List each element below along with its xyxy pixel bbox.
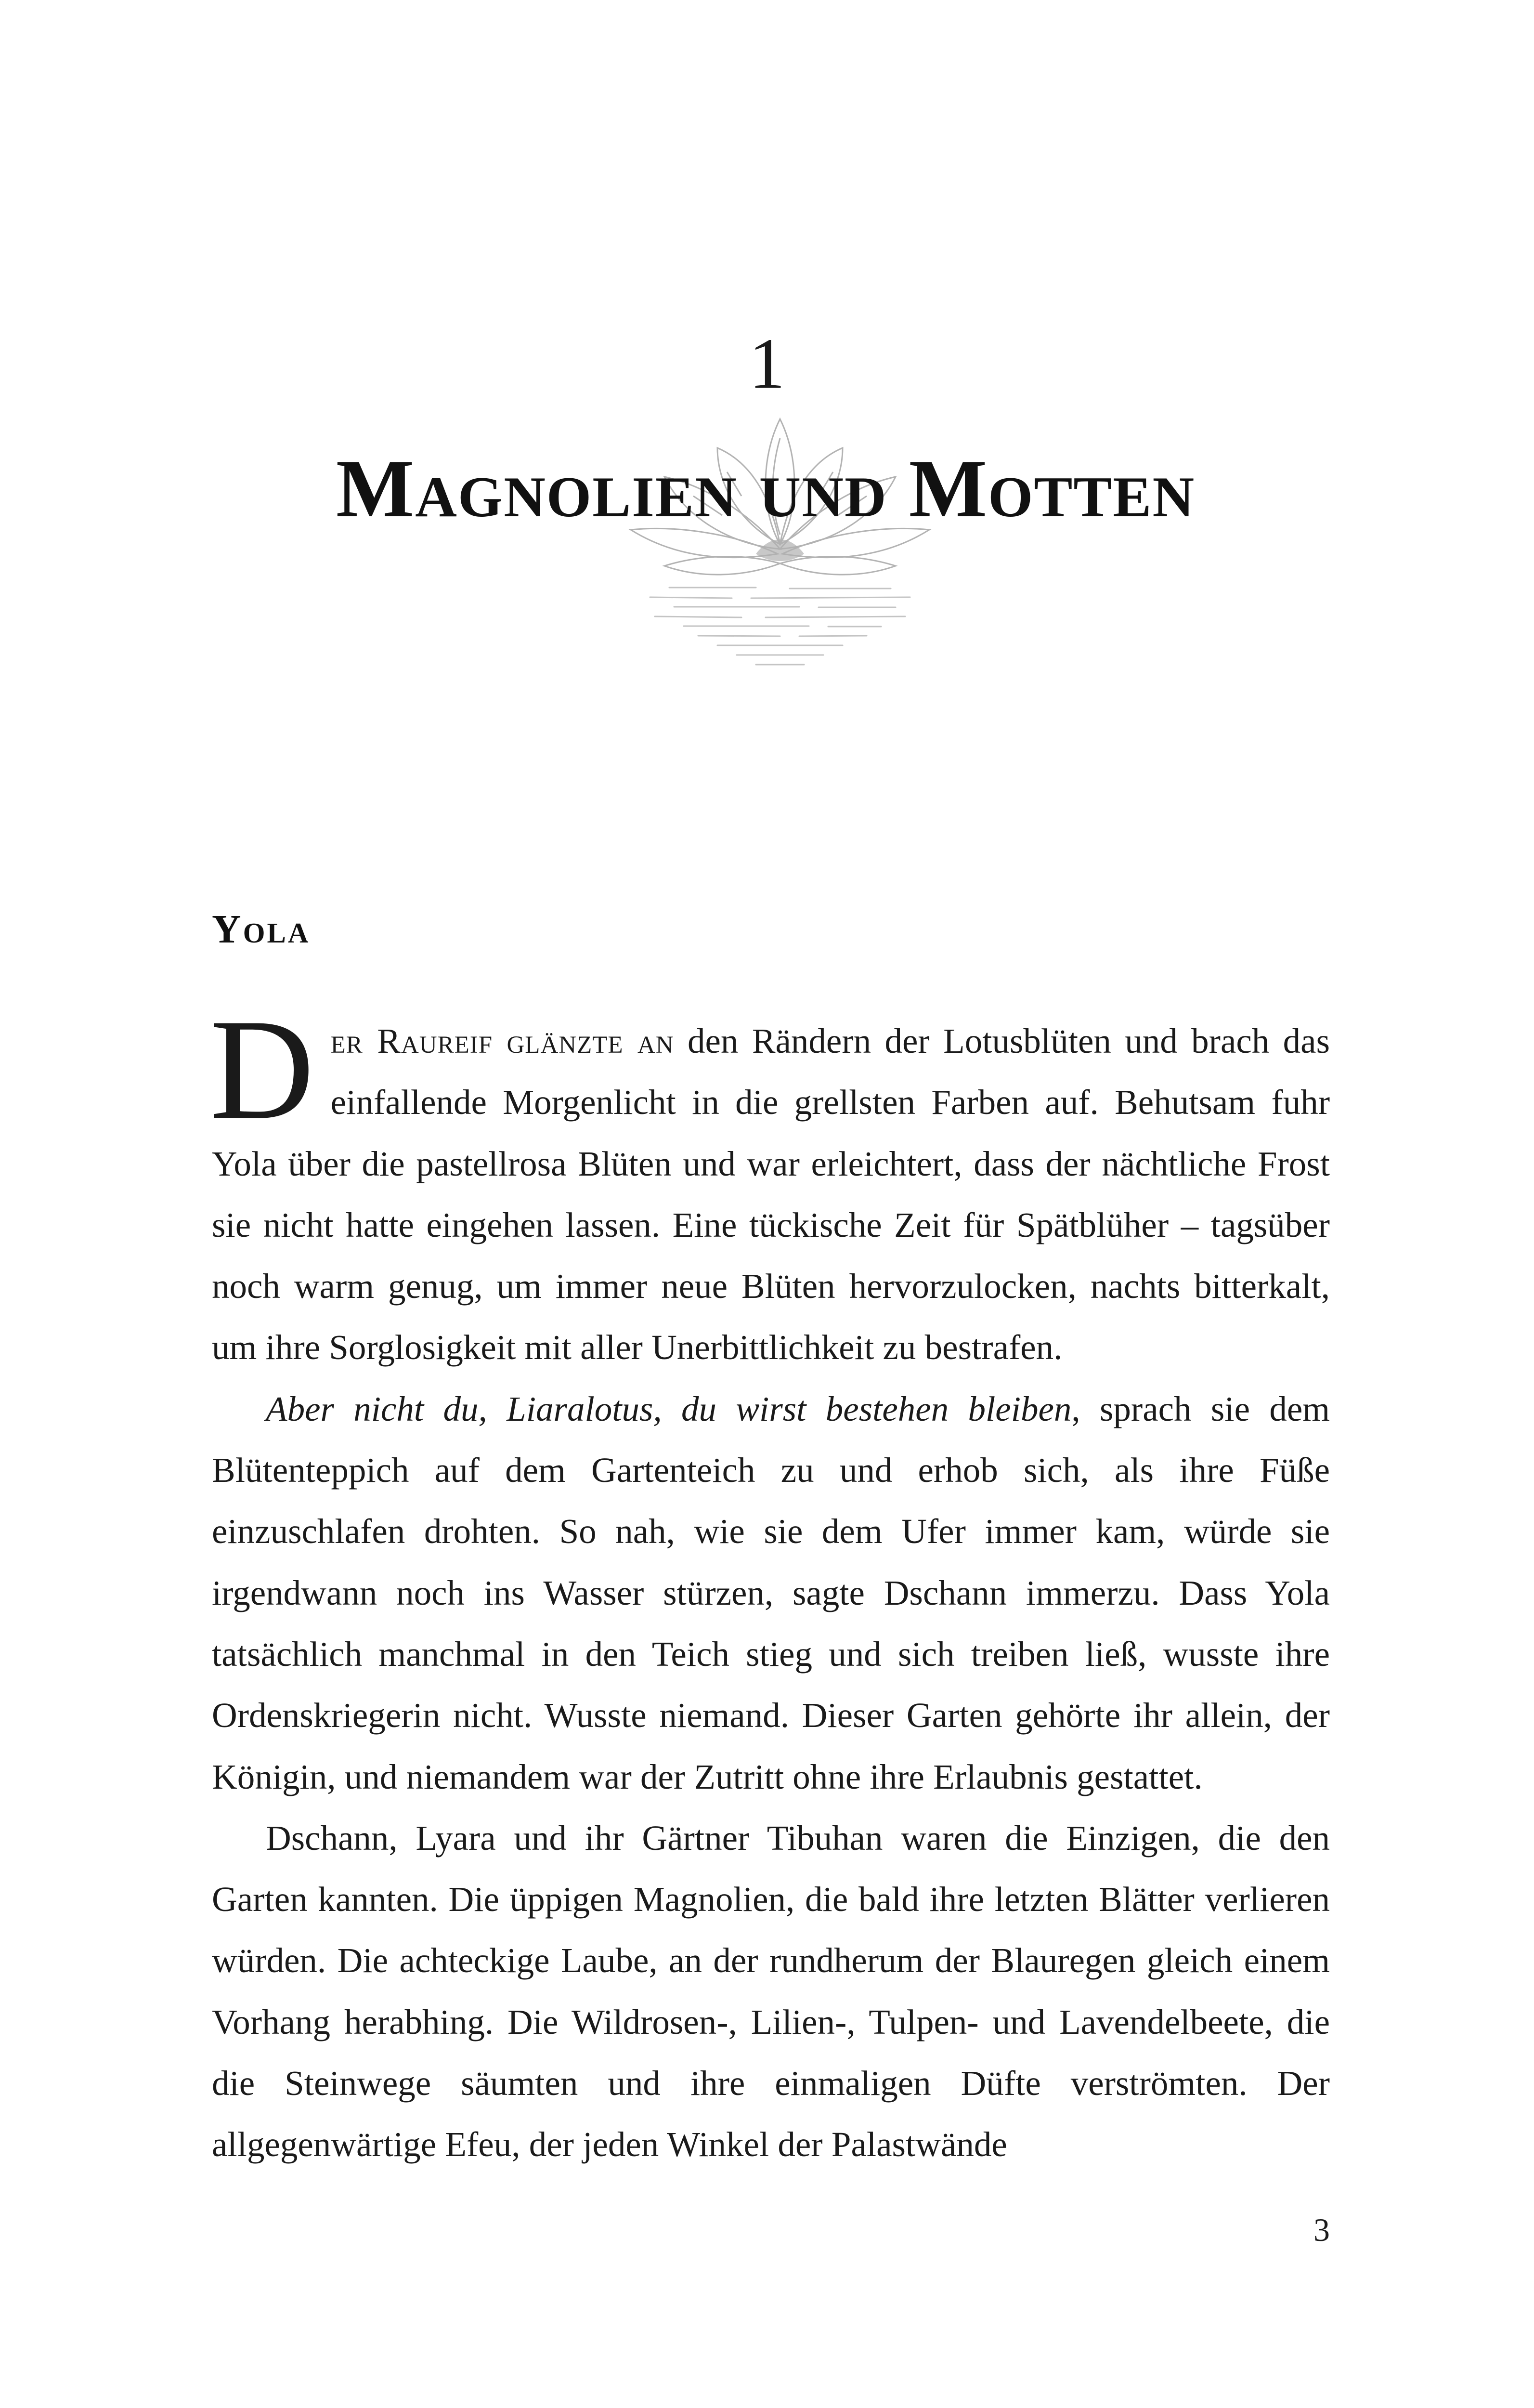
paragraph-3-text: Dschann, Lyara und ihr Gärtner Tibuhan waren die Einzigen, die den Garten kannten. Die üppigen Magnolien, die bald ihre letzten Blätter verlieren würden. Die achteckige Laube, an der rundherum der Blauregen gleich einem Vorhang herabhing. Die Wildrosen-, Lilien-, Tulpen- und Lavendelbeete, die die Steinwege säumten und ihre einmaligen Düfte verströmten. Der allgegenwärtige Efeu, der jeden Winkel der Palastwände [212, 1818, 1330, 2164]
paragraph-1-text: den Rändern der Lotusblüten und brach das einfallende Morgenlicht in die grellsten Farben auf. Behutsam fuhr Yola über die pastellrosa Blüten und war erleichtert, dass der nächtliche Frost sie nicht hatte eingehen lassen. Eine tückische Zeit für Spätblüher – tagsüber noch warm genug, um immer neue Blüten hervorzulocken, nachts bitterkalt, um ihre Sorglosigkeit mit aller Unerbittlichkeit zu bestrafen. [212, 1021, 1330, 1367]
lead-in: er Raureif glänzte an [330, 1021, 674, 1060]
paragraph-2-text: , sprach sie dem Blütenteppich auf dem Gartenteich zu und erhob sich, als ihre Füße einzuschlafen drohten. So nah, wie sie dem Ufer immer kam, würde sie irgendwann noch ins Wasser stürzen, sagte Dschann immerzu. Dass Yola tatsächlich manchmal in den Teich stieg und sich treiben ließ, wusste ihre Ordenskriegerin nicht. Wusste niemand. Dieser Garten gehörte ihr allein, der Königin, und niemandem war der Zutritt ohne ihre Erlaubnis gestattet. [212, 1389, 1330, 1796]
drop-cap: D [210, 989, 314, 1149]
italic-thought: Aber nicht du, Liaralotus, du wirst bestehen bleiben [266, 1389, 1072, 1428]
pov-heading: Yola [212, 907, 311, 952]
page-number: 3 [1313, 2212, 1330, 2248]
chapter-title: Magnolien und Motten [336, 443, 1196, 535]
paragraph-3 [212, 1807, 1330, 2175]
paragraph-2 [212, 1378, 1330, 1807]
chapter-body [210, 989, 1330, 2175]
chapter-number: 1 [749, 324, 785, 404]
paragraph-1 [210, 989, 1330, 1378]
